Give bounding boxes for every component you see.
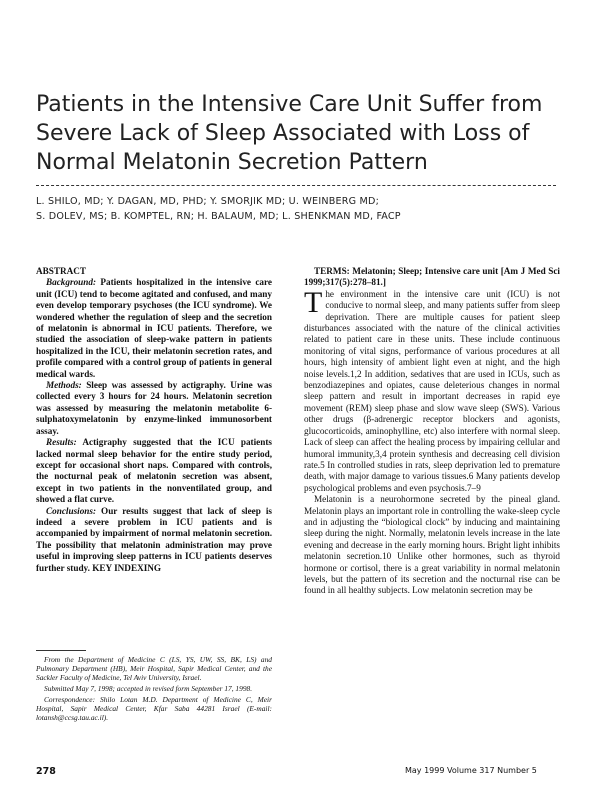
author-line: S. DOLEV, MS; B. KOMPTEL, RN; H. BALAUM, MD; L. SHENKMAN MD, FACP [36,211,401,222]
background-label: Background: [46,277,97,288]
body-paragraph [304,285,560,494]
footnote-correspondence: Correspondence: Shilo Lotan M.D. Department of Medicine C, Meir Hospital, Sapir Medical Center, Kfar Saba 44281 Israel (E-mail: lotansh@ccsg.tau.ac.il). [36,695,272,722]
abstract-methods [36,380,272,437]
abstract-column [36,266,272,574]
footnote-divider [36,650,86,651]
abstract-results [36,437,272,505]
article-title: Patients in the Intensive Care Unit Suffer from Severe Lack of Sleep Associated with Loss of Normal Melatonin Secretion Pattern [36,92,543,175]
methods-text: Sleep was assessed by actigraphy. Urine was collected every 3 hours for 24 hours. Melatonin secretion was assessed by measuring the melatonin metabolite 6-sulphatoxymelatonin by enzyme-linked immunosorbent assay. [36,380,272,436]
page-number: 278 [36,766,56,777]
author-list [36,194,581,224]
conclusions-text: Our results suggest that lack of sleep is indeed a severe problem in ICU patients and is accompanied by impairment of normal melatonin secretion. The possibility that melatonin administration may prove useful in improving sleep patterns in ICU patients deserves further study. KEY INDEXING [36,505,272,573]
background-text: Patients hospitalized in the intensive care unit (ICU) tend to become agitated and confused, and many even develop temporary psychoses (the ICU syndrome). We wondered whether the regulation of sleep and the secretion of melatonin is abnormal in ICU patients. Therefore, we studied the association of sleep-wake pattern in patients hospitalized in the ICU, their melatonin secretion rates, and profile compared with a control group of patients in general medical wards. [36,277,272,379]
footnote-affiliation: From the Department of Medicine C (LS, YS, UW, SS, BK, LS) and Pulmonary Department (HB), Meir Hospital, Sapir Medical Center, and the Sackler Faculty of Medicine, Tel Aviv University, Israel. [36,655,272,682]
author-line: L. SHILO, MD; Y. DAGAN, MD, PHD; Y. SMORJIK MD; U. WEINBERG MD; [36,196,380,207]
abstract-heading: ABSTRACT [36,266,87,276]
title-divider [36,185,556,186]
journal-issue: May 1999 Volume 317 Number 5 [405,766,537,775]
abstract-conclusions [36,506,272,574]
index-terms: TERMS: Melatonin; Sleep; Intensive care unit [Am J Med Sci 1999;317(5):278–81.] [304,266,560,288]
methods-label: Methods: [46,380,82,391]
body-column [304,266,560,597]
body-paragraph-text: he environment in the intensive care unit (ICU) is not conducive to normal sleep, and many patients suffer from sleep deprivation. There are multiple causes for patient sleep disturbances associated with the nature of the clinical activities related to patient care in these units. These include continuous monitoring of vital signs, performance of various procedures at all hours, high intensity of ambient light even at night, and the high noise levels.1,2 In addition, sedatives that are used in ICUs, such as benzodiazepines and opiates, cause deleterious changes in normal sleep pattern and result in important decreases in rapid eye movement (REM) sleep phase and slow wave sleep (SWS). Various other drugs (β-adrenergic receptor blockers and agonists, glucocorticoids, aminophylline, etc) also interfere with normal sleep. Lack of sleep can affect the healing process by impairing cellular and humoral immunity,3,4 protein synthesis and decreasing cell division rate.5 In controlled studies in rats, sleep deprivation led to premature death, with major damage to various tissues.6 Many patients develop psychological problems and even psychosis.7–9 [304,288,560,493]
results-label: Results: [46,437,77,448]
abstract-background [36,277,272,380]
results-text: Actigraphy suggested that the ICU patients lacked normal sleep behavior for the entire study period, except for occasional short naps. Compared with controls, the nocturnal peak of melatonin secretion was absent, except in two patients in the nonventilated group, and showed a flat curve. [36,437,272,505]
footnote-submitted: Submitted May 7, 1998; accepted in revised form September 17, 1998. [44,684,253,693]
footnotes [36,655,272,724]
drop-cap: T [304,285,323,319]
body-paragraph: Melatonin is a neurohormone secreted by the pineal gland. Melatonin plays an important role in controlling the wake-sleep cycle and in adjusting the “biological clock” by inducing and maintaining sleep during the night. Normally, melatonin levels increase in the late evening and decrease in the early morning hours. Bright light inhibits melatonin secretion.10 Unlike other hormones, such as thyroid hormone or cortisol, there is a great variability in normal melatonin levels, but the pattern of its secretion and the nocturnal rise can be found in all healthy subjects. Low melatonin secretion may be [304,494,560,596]
conclusions-label: Conclusions: [46,505,97,516]
